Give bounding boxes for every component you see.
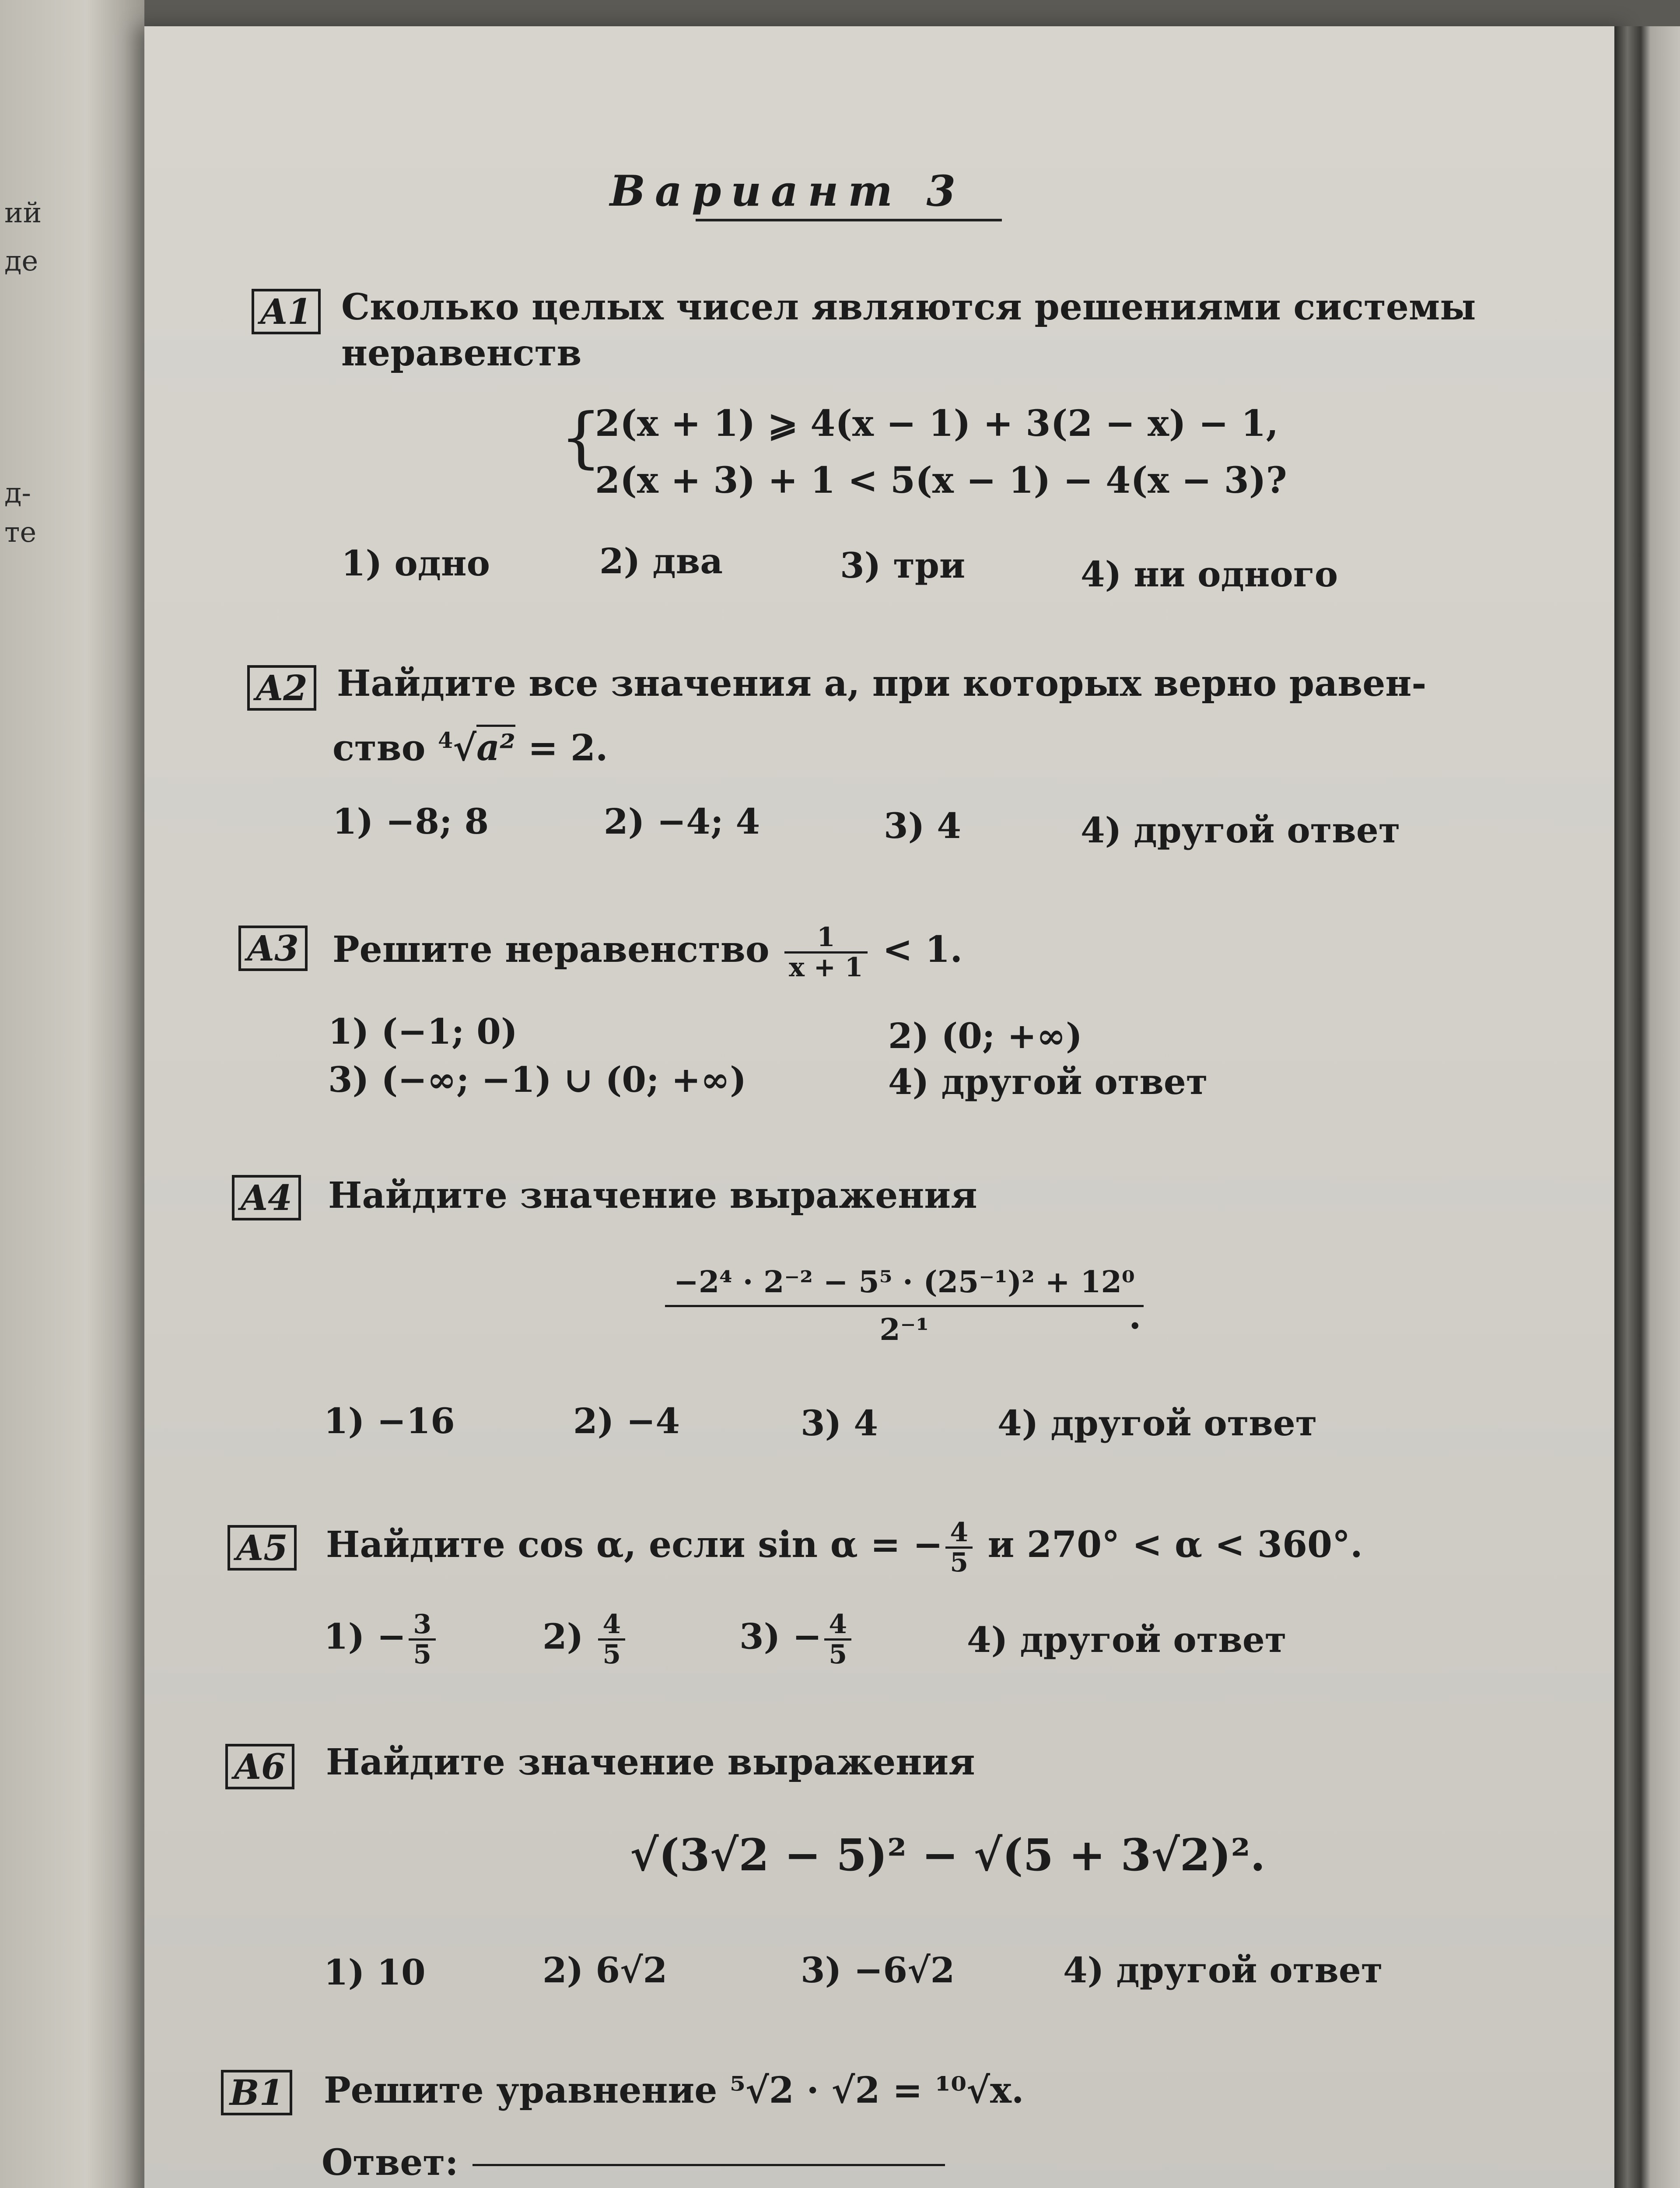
b1-text: Решите уравнение [324,2069,718,2111]
fraction-denominator: 5 [602,1639,621,1670]
a3-fraction [784,923,868,982]
question-label-b1: B1 [221,2070,292,2115]
question-label-a2: A2 [247,665,316,711]
a5-fraction [945,1518,973,1577]
question-label-a6: A6 [225,1744,294,1789]
fraction-denominator: 5 [413,1639,432,1670]
question-label-a3: A3 [238,926,308,971]
edge-text: де [4,245,38,277]
option-a3-2[interactable]: 2) (0; +∞) [888,1015,1082,1056]
option-a5-2[interactable] [542,1610,628,1669]
a6-expression: √(3√2 − 5)² − √(5 + 3√2)². [630,1829,1266,1881]
option-prefix: 2) [542,1616,596,1657]
edge-text: ий [4,197,42,229]
question-label-a4: A4 [232,1175,301,1220]
question-label-a5: A5 [228,1525,297,1571]
root-sign: √ [453,727,477,769]
option-a6-1[interactable]: 1) 10 [324,1952,426,1993]
root-expression: a² [476,725,515,769]
option-a2-4[interactable]: 4) другой ответ [1081,810,1400,851]
a4-expression-end: . [1129,1295,1141,1337]
a5-suffix: и 270° < α < 360°. [987,1523,1363,1566]
fraction-denominator: 5 [950,1547,969,1578]
fraction-numerator: 4 [824,1610,851,1641]
right-page-edge [1614,26,1680,2188]
option-a1-2[interactable]: 2) два [599,540,723,582]
option-a6-2[interactable]: 2) 6√2 [542,1950,668,1991]
a3-suffix: < 1. [882,928,963,971]
title-underline [696,219,1002,221]
option-a2-3[interactable]: 3) 4 [884,805,962,846]
page-title: Вариант 3 [609,166,966,216]
left-page-edge [0,0,144,2188]
question-text-a4: Найдите значение выражения [328,1175,977,1217]
fraction-numerator: 4 [945,1518,973,1549]
fraction-numerator: 1 [784,923,868,954]
option-prefix: 1) − [324,1616,406,1657]
question-text-a5 [326,1518,1363,1577]
fraction-denominator: x + 1 [789,952,863,983]
option-a6-4[interactable]: 4) другой ответ [1063,1950,1383,1991]
question-text-a6: Найдите значение выражения [326,1741,975,1783]
a4-expression [665,1265,1144,1347]
fraction-numerator: 4 [598,1610,625,1641]
option-a4-4[interactable]: 4) другой ответ [998,1403,1317,1444]
question-text-a2-line2 [332,718,608,771]
option-a6-3[interactable]: 3) −6√2 [801,1950,955,1991]
question-text-a1: Сколько целых чисел являются решениями системы неравенств [341,286,1476,374]
expression-denominator: 2⁻¹ [879,1312,929,1347]
expression-numerator: −2⁴ · 2⁻² − 5⁵ · (25⁻¹)² + 12⁰ [665,1265,1144,1307]
option-a4-1[interactable]: 1) −16 [324,1400,455,1441]
root-index: 4 [438,728,453,753]
option-a5-4[interactable]: 4) другой ответ [967,1619,1287,1660]
question-text-a2-line1: Найдите все значения a, при которых верно равен- [337,663,1427,705]
option-a4-2[interactable]: 2) −4 [573,1400,680,1441]
fraction-numerator: 3 [409,1610,436,1641]
a2-suffix: = 2. [528,727,608,769]
system-line-1: 2(x + 1) ⩾ 4(x − 1) + 3(2 − x) − 1, [595,403,1279,445]
a3-text: Решите неравенство [332,928,770,971]
fraction-denominator: 5 [829,1639,847,1670]
a5-prefix: Найдите cos α, если sin α = − [326,1523,943,1566]
option-fraction [409,1610,436,1669]
question-text-b1 [324,2068,1024,2114]
option-a3-4[interactable]: 4) другой ответ [888,1061,1208,1102]
option-fraction [824,1610,851,1669]
b1-expression: ⁵√2 · √2 = ¹⁰√x. [730,2069,1024,2111]
edge-text: те [4,516,37,549]
edge-text: д- [4,477,32,509]
question-label-a1: A1 [252,289,321,334]
option-a1-3[interactable]: 3) три [840,545,966,586]
a2-prefix: ство [332,727,426,769]
option-prefix: 3) − [739,1616,822,1657]
answer-field[interactable] [472,2164,945,2166]
option-fraction [598,1610,625,1669]
option-a5-3[interactable] [739,1610,854,1669]
question-text-a3 [332,923,962,982]
option-a2-2[interactable]: 2) −4; 4 [604,801,760,842]
option-a1-4[interactable]: 4) ни одного [1081,554,1338,595]
option-a4-3[interactable]: 3) 4 [801,1403,878,1444]
option-a3-1[interactable]: 1) (−1; 0) [328,1011,518,1052]
option-a5-1[interactable] [324,1610,438,1669]
option-a3-3[interactable]: 3) (−∞; −1) ∪ (0; +∞) [328,1059,746,1100]
answer-label: Ответ: [322,2142,458,2184]
option-a2-1[interactable]: 1) −8; 8 [332,801,489,842]
option-a1-1[interactable]: 1) одно [341,543,490,584]
system-brace: { [560,400,602,476]
system-line-2: 2(x + 3) + 1 < 5(x − 1) − 4(x − 3)? [595,459,1287,501]
